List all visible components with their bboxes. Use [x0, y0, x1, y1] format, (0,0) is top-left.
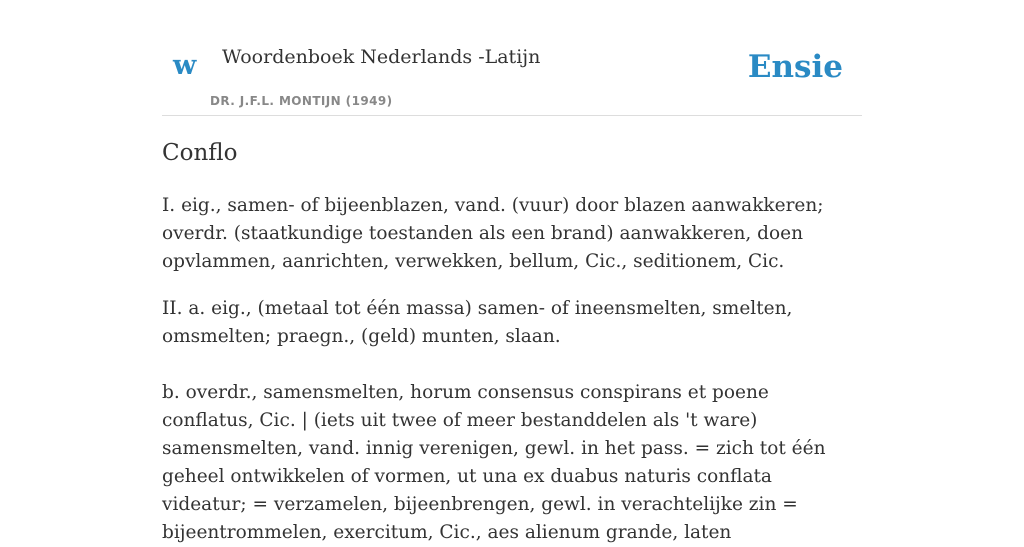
- page-content: [162, 0, 862, 543]
- definition-paragraph-3: b. overdr., samensmelten, horum consensus conspirans et poene conflatus, Cic. | (iets uit twee of meer bestanddelen als 't ware) samensmelten, vand. innig verenigen, gewl. in het pass. = zich tot één geheel ontwikkelen of vormen, ut una ex duabus naturis conflata videatur; = verzamelen, bijeenbrengen, gewl. in verachtelijke zin = bijeentrommelen, exercitum, Cic., aes alienum grande, laten: [162, 382, 826, 543]
- book-logo-icon[interactable]: w: [173, 50, 197, 81]
- book-title[interactable]: Woordenboek Nederlands -Latijn: [222, 46, 541, 68]
- ensie-logo-link[interactable]: Ensie: [747, 49, 843, 85]
- book-header: [162, 0, 862, 116]
- definition-paragraph-1: I. eig., samen- of bijeenblazen, vand. (vuur) door blazen aanwakkeren; overdr. (staatkundige toestanden als een brand) aanwakkeren, doen opvlammen, aanrichten, verwekken, bellum, Cic., seditionem, Cic.: [162, 195, 824, 272]
- entry-headword: Conflo: [162, 140, 238, 166]
- definition-paragraph-2: II. a. eig., (metaal tot één massa) samen- of ineensmelten, smelten, omsmelten; praegn., (geld) munten, slaan.: [162, 298, 793, 347]
- book-author: DR. J.F.L. MONTIJN (1949): [210, 94, 393, 108]
